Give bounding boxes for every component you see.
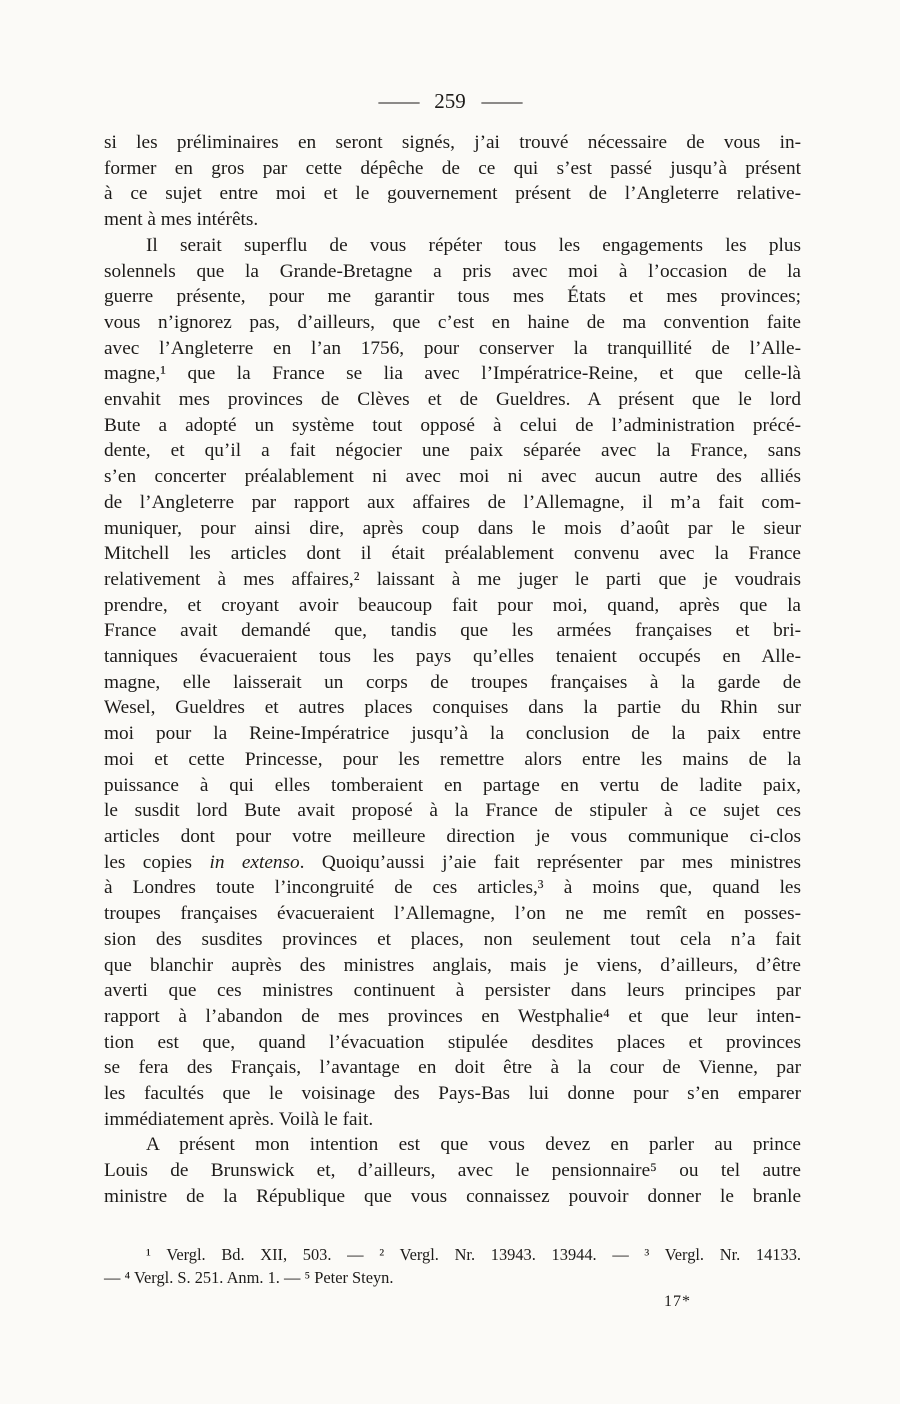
paragraph-2	[104, 233, 801, 1133]
footnotes	[104, 1243, 801, 1289]
body-text	[104, 130, 801, 1210]
text-line: si les préliminaires en seront signés, j’ai trouvé nécessaire de vous in-	[104, 132, 801, 153]
footnote-line: ¹ Vergl. Bd. XII, 503. — ² Vergl. Nr. 13943. 13944. — ³ Vergl. Nr. 14133.	[146, 1245, 801, 1264]
text-line: ment à mes intérêts.	[104, 209, 259, 231]
italic-phrase: in extenso	[209, 851, 300, 873]
paragraph-1	[104, 130, 801, 233]
text-line: guerre présente, pour me garantir tous mes États et mes provinces;	[104, 286, 801, 308]
text-line: envahit mes provinces de Clèves et de Gueldres. A présent que le lord	[104, 389, 801, 411]
text-line: immédiatement après. Voilà le fait.	[104, 1108, 374, 1130]
text-line: le susdit lord Bute avait proposé à la France de stipuler à ce sujet ces	[104, 800, 801, 822]
text-line: tion est que, quand l’évacuation stipulée desdites places et provinces	[104, 1031, 801, 1053]
text-line: que blanchir auprès des ministres anglais, mais je viens, d’ailleurs, d’être	[104, 954, 801, 976]
text-line: averti que ces ministres continuent à persister dans leurs principes par	[104, 980, 801, 1002]
text-line: puissance à qui elles tomberaient en partage en vertu de ladite paix,	[104, 774, 801, 796]
text-line: Il serait superflu de vous répéter tous les engagements les plus	[146, 234, 801, 256]
text-line: se fera des Français, l’avantage en doit être à la cour de Vienne, par	[104, 1057, 801, 1079]
text-line: tanniques évacueraient tous les pays qu’elles tenaient occupés en Alle-	[104, 646, 801, 668]
text-line: rapport à l’abandon de mes provinces en Westphalie⁴ et que leur inten-	[104, 1005, 801, 1027]
text-line: magne,¹ que la France se lia avec l’Impératrice-Reine, et que celle-là	[104, 363, 801, 385]
text-line: France avait demandé que, tandis que les armées françaises et bri-	[104, 620, 801, 642]
text-line: vous n’ignorez pas, d’ailleurs, que c’est en haine de ma convention faite	[104, 311, 801, 333]
text-line: solennels que la Grande-Bretagne a pris avec moi à l’occasion de la	[104, 260, 801, 282]
text-line: Bute a adopté un système tout opposé à celui de l’administration précé-	[104, 414, 801, 436]
text-line: ministre de la République que vous connaissez pouvoir donner le branle	[104, 1185, 801, 1207]
text-line: s’en concerter préalablement ni avec moi ni avec aucun autre des alliés	[104, 466, 801, 488]
text-line: dente, et qu’il a fait négocier une paix séparée avec la France, sans	[104, 440, 801, 462]
paragraph-3	[104, 1132, 801, 1209]
text-line: à Londres toute l’incongruité de ces articles,³ à moins que, quand les	[104, 877, 801, 899]
text-line: les facultés que le voisinage des Pays-Bas lui donne pour s’en emparer	[104, 1083, 801, 1105]
signature-mark: 17*	[664, 1293, 691, 1310]
text-line: troupes françaises évacueraient l’Allemagne, l’on ne me remît en posses-	[104, 903, 801, 925]
text-line: magne, elle laisserait un corps de troupes françaises à la garde de	[104, 671, 801, 693]
text-line: avec l’Angleterre en l’an 1756, pour conserver la tranquillité de l’Alle-	[104, 337, 801, 359]
text-line: articles dont pour votre meilleure direction je vous communique ci-clos	[104, 825, 801, 847]
text-line: moi pour la Reine-Impératrice jusqu’à la conclusion de la paix entre	[104, 723, 801, 745]
page-number: 259	[434, 89, 466, 113]
text-line: prendre, et croyant avoir beaucoup fait pour moi, quand, après que la	[104, 594, 801, 616]
header-dash-left: ——	[378, 89, 419, 113]
text-line: de l’Angleterre par rapport aux affaires de l’Allemagne, il m’a fait com-	[104, 491, 801, 513]
page-header	[0, 88, 900, 114]
text-line: Mitchell les articles dont il était préalablement convenu avec la France	[104, 543, 801, 565]
text-line: moi et cette Princesse, pour les remettre alors entre les mains de la	[104, 748, 801, 770]
text-line: Louis de Brunswick et, d’ailleurs, avec le pensionnaire⁵ ou tel autre	[104, 1160, 801, 1182]
text-line: les copies in extenso. Quoiqu’aussi j’aie fait représenter par mes ministres	[104, 851, 801, 873]
header-dash-right: ——	[481, 89, 522, 113]
text-line: muniquer, pour ainsi dire, après coup dans le mois d’août par le sieur	[104, 517, 801, 539]
text-line: sion des susdites provinces et places, non seulement tout cela n’a fait	[104, 928, 801, 950]
text-line: Wesel, Gueldres et autres places conquises dans la partie du Rhin sur	[104, 697, 801, 719]
text-line: relativement à mes affaires,² laissant à me juger le parti que je voudrais	[104, 568, 801, 590]
text-line: à ce sujet entre moi et le gouvernement présent de l’Angleterre relative-	[104, 183, 801, 205]
text-line: former en gros par cette dépêche de ce qui s’est passé jusqu’à présent	[104, 157, 801, 179]
text-line: A présent mon intention est que vous devez en parler au prince	[146, 1134, 801, 1156]
footnote-line: — ⁴ Vergl. S. 251. Anm. 1. — ⁵ Peter Steyn.	[104, 1268, 394, 1287]
